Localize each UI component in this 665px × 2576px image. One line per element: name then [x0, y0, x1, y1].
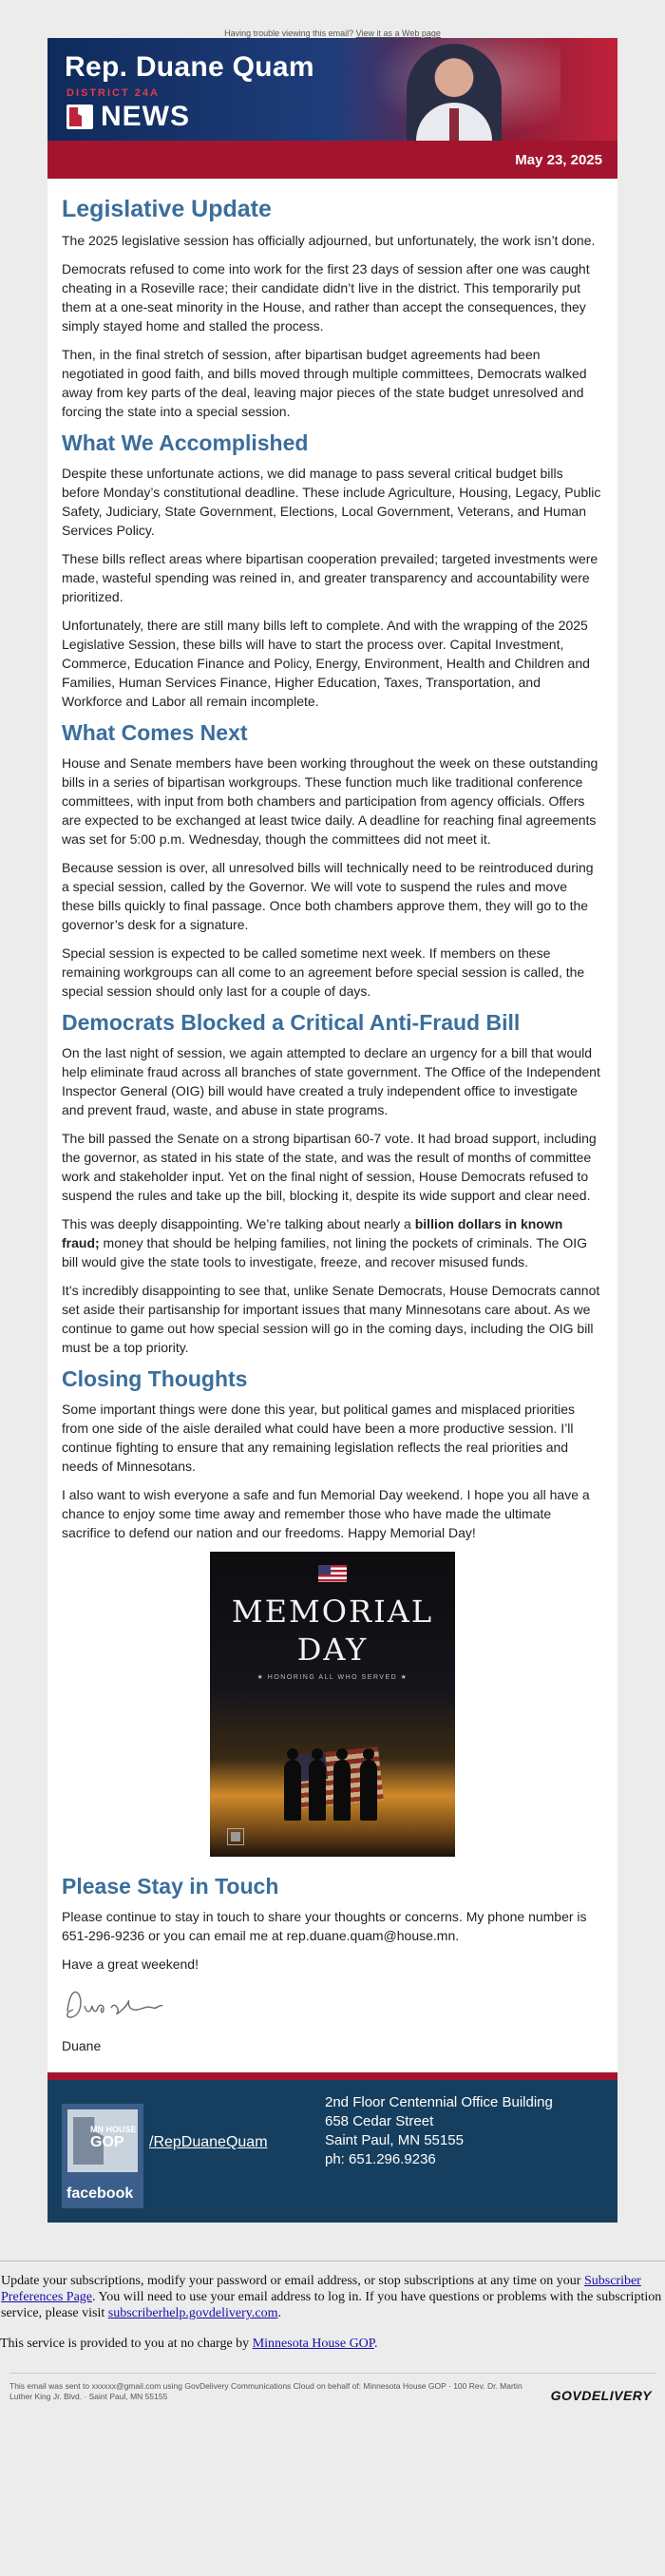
office-address	[325, 2093, 553, 2169]
rep-name: Rep. Duane Quam	[65, 51, 314, 83]
service-notice: This service is provided to you at no charge by Minnesota House GOP.	[0, 2337, 378, 2351]
paragraph: Because session is over, all unresolved bills will technically need to be reintroduced during a special session, called by the Governor. We will vote to suspend the rules and move these bills quickly to final passage. Once both chambers approve them, they will go to the governor’s desk for a signature.	[62, 860, 594, 932]
facebook-label: facebook	[66, 2185, 134, 2202]
district-label: DISTRICT 24A	[66, 87, 160, 99]
news-label: NEWS	[101, 101, 190, 132]
soldier-silhouette	[284, 1760, 301, 1821]
paragraph: The bill passed the Senate on a strong bipartisan 60-7 vote. It had broad support, including the governor, as stated in his state of the state, and was the result of months of committee work and stakeholder input. Yet on the final night of session, House Democrats refused to suspend the rules and take up the bill, blocking it, despite its wide support and clear need.	[62, 1131, 597, 1203]
footer	[48, 2080, 618, 2223]
bold-text: billion dollars in known fraud;	[62, 1216, 563, 1250]
soldier-silhouette	[309, 1760, 326, 1821]
paragraph: Special session is expected to be called sometime next week. If members on these remaining workgroups can all come to an agreement before special session is called, the special session should only last for a couple of days.	[62, 945, 585, 999]
section-heading-stay-in-touch: Please Stay in Touch	[62, 1874, 279, 1899]
poster-subtitle: ★ HONORING ALL WHO SERVED ★	[256, 1674, 408, 1681]
paragraph: I also want to wish everyone a safe and fun Memorial Day weekend. I hope you all have a chance to enjoy some time away and remember those who have made the ultimate sacrifice to defend our nation and our freedoms. Happy Memorial Day!	[62, 1487, 590, 1540]
paragraph: Please continue to stay in touch to share your thoughts or concerns. My phone number is 651-296-9236 or you can email me at rep.duane.quam@house.mn.	[62, 1909, 587, 1943]
newsletter-content	[48, 179, 618, 2072]
paragraph: Unfortunately, there are still many bills left to complete. And with the wrapping of the 2025 Legislative Session, these bills will have to start the process over. Capital Investment, Commerce, Education Finance and Policy, Energy, Environment, Health and Children and Families, Human Services Finance, Higher Education, Taxes, Transportation, and Workforce and Labor all remain incomplete.	[62, 618, 590, 709]
footer-divider	[48, 2072, 618, 2080]
soldier-silhouette	[360, 1760, 377, 1821]
date-bar	[48, 141, 618, 179]
soldier-silhouette	[333, 1760, 351, 1821]
poster-title-line1: MEMORIAL	[231, 1593, 434, 1630]
memorial-day-poster	[210, 1552, 455, 1857]
paragraph: These bills reflect areas where bipartisan cooperation prevailed; targeted investments were made, wasteful spending was reined in, and greater transparency and accountability were prioritized.	[62, 551, 598, 604]
divider	[10, 2373, 656, 2374]
paragraph: On the last night of session, we again attempted to declare an urgency for a bill that would help eliminate fraud across all branches of state government. The Office of the Independent Inspector General (OIG) bill would have created a truly independent office to investigate and prevent fraud, waste, and abuse in state programs.	[62, 1045, 600, 1117]
minnesota-logo-icon	[66, 105, 93, 129]
section-heading-anti-fraud: Democrats Blocked a Critical Anti-Fraud Bill	[62, 1010, 521, 1035]
section-heading-legislative-update: Legislative Update	[62, 196, 272, 222]
address-line: 2nd Floor Centennial Office Building	[325, 2094, 553, 2110]
text-run: money that should be helping families, not lining the pockets of criminals. The OIG bill would give the state tools to investigate, freeze, and recover misused funds.	[62, 1235, 588, 1269]
handwritten-signature	[62, 1983, 603, 2027]
govdelivery-logo: GOVDELIVERY	[550, 2388, 652, 2403]
paragraph: It’s incredibly disappointing to see that, unlike Senate Democrats, House Democrats cannot set aside their partisanship for important issues that many Minnesotans care about. As we continue to game out how special session will go in the coming days, including the OIG bill must be a top priority.	[62, 1283, 600, 1355]
view-web-page-link[interactable]: View it as a Web page	[355, 29, 441, 38]
newsletter-card	[48, 38, 618, 2223]
flag-icon	[318, 1565, 347, 1582]
facebook-link-logo[interactable]	[62, 2104, 143, 2208]
subscriber-preferences-link[interactable]: Subscriber Preferences Page	[1, 2274, 641, 2304]
subscription-footer	[0, 2261, 665, 2438]
preheader	[0, 0, 665, 38]
newsletter-banner	[48, 38, 618, 141]
section-heading-what-comes-next: What Comes Next	[62, 720, 248, 745]
section-heading-accomplished: What We Accomplished	[62, 430, 309, 455]
rep-portrait	[407, 44, 502, 141]
newsletter-date: May 23, 2025	[515, 152, 602, 168]
section-heading-closing-thoughts: Closing Thoughts	[62, 1366, 248, 1391]
facebook-handle-link[interactable]: /RepDuaneQuam	[149, 2134, 268, 2150]
paragraph: Have a great weekend!	[62, 1956, 199, 1972]
address-line: Saint Paul, MN 55155	[325, 2132, 464, 2148]
paragraph: The 2025 legislative session has officially adjourned, but unfortunately, the work isn’t done.	[62, 233, 596, 248]
gop-logo-text: MN HOUSE GOP	[90, 2125, 137, 2150]
paragraph: Democrats refused to come into work for the first 23 days of session after one was caught cheating in a Roseville race; their candidate didn’t live in the district. This temporarily put them at a one-seat minority in the House, and rather than accept the consequences, they simply stayed home and stalled the process.	[62, 261, 590, 334]
paragraph: House and Senate members have been working throughout the week on these outstanding bills in a series of bipartisan workgroups. These function much like traditional conference committees, with input from both chambers and participation from agency officials. Offers are expected to be exchanged at least twice daily. A deadline for reaching final agreements was set for 5:00 p.m. Wednesday, though the committees did not meet it.	[62, 755, 598, 847]
minnesota-house-gop-link[interactable]: Minnesota House GOP	[252, 2337, 375, 2351]
text-run: This was deeply disappointing. We’re talking about nearly a	[62, 1216, 415, 1231]
paragraph: Despite these unfortunate actions, we did manage to pass several critical budget bills before Monday’s constitutional deadline. These include Agriculture, Housing, Legacy, Public Safety, Judiciary, State Government, Elections, Local Government, Veterans, and Human Services Policy.	[62, 466, 601, 538]
paragraph: Some important things were done this year, but political games and misplaced priorities from one side of the aisle derailed what could have been a more productive session. I’ll continue fighting to ensure that any remaining legislation reflects the real priorities and needs of Minnesotans.	[62, 1402, 576, 1474]
subscriber-help-link[interactable]: subscriberhelp.govdelivery.com	[107, 2306, 278, 2320]
paragraph	[62, 1214, 603, 1271]
poster-title-line2: DAY	[296, 1631, 369, 1668]
preheader-text: Having trouble viewing this email?	[224, 29, 354, 38]
subscription-text: Update your subscriptions, modify your password or email address, or stop subscriptions at any time on your Subscriber Preferences Page. You will need to use your email address to log in. If you have questions or problems with the subscription service, please visit subscriberhelp.govdelivery.com.	[1, 2274, 662, 2320]
legal-text: This email was sent to xxxxxx@gmail.com using GovDelivery Communications Cloud on behalf of: Minnesota House GOP · 100 Rev. Dr. Martin Luther King Jr. Blvd. · Saint Paul, MN 55155	[10, 2381, 522, 2401]
signature-name: Duane	[62, 2038, 102, 2053]
office-phone: ph: 651.296.9236	[325, 2151, 436, 2167]
legal-notice	[0, 2381, 665, 2419]
poster-corner-icon	[227, 1828, 244, 1845]
paragraph: Then, in the final stretch of session, after bipartisan budget agreements had been negotiated in good faith, and bills moved through multiple committees, Democrats walked away from key parts of the deal, leaving major pieces of the state budget unresolved and forcing the state into a special session.	[62, 347, 587, 419]
address-line: 658 Cedar Street	[325, 2113, 434, 2129]
